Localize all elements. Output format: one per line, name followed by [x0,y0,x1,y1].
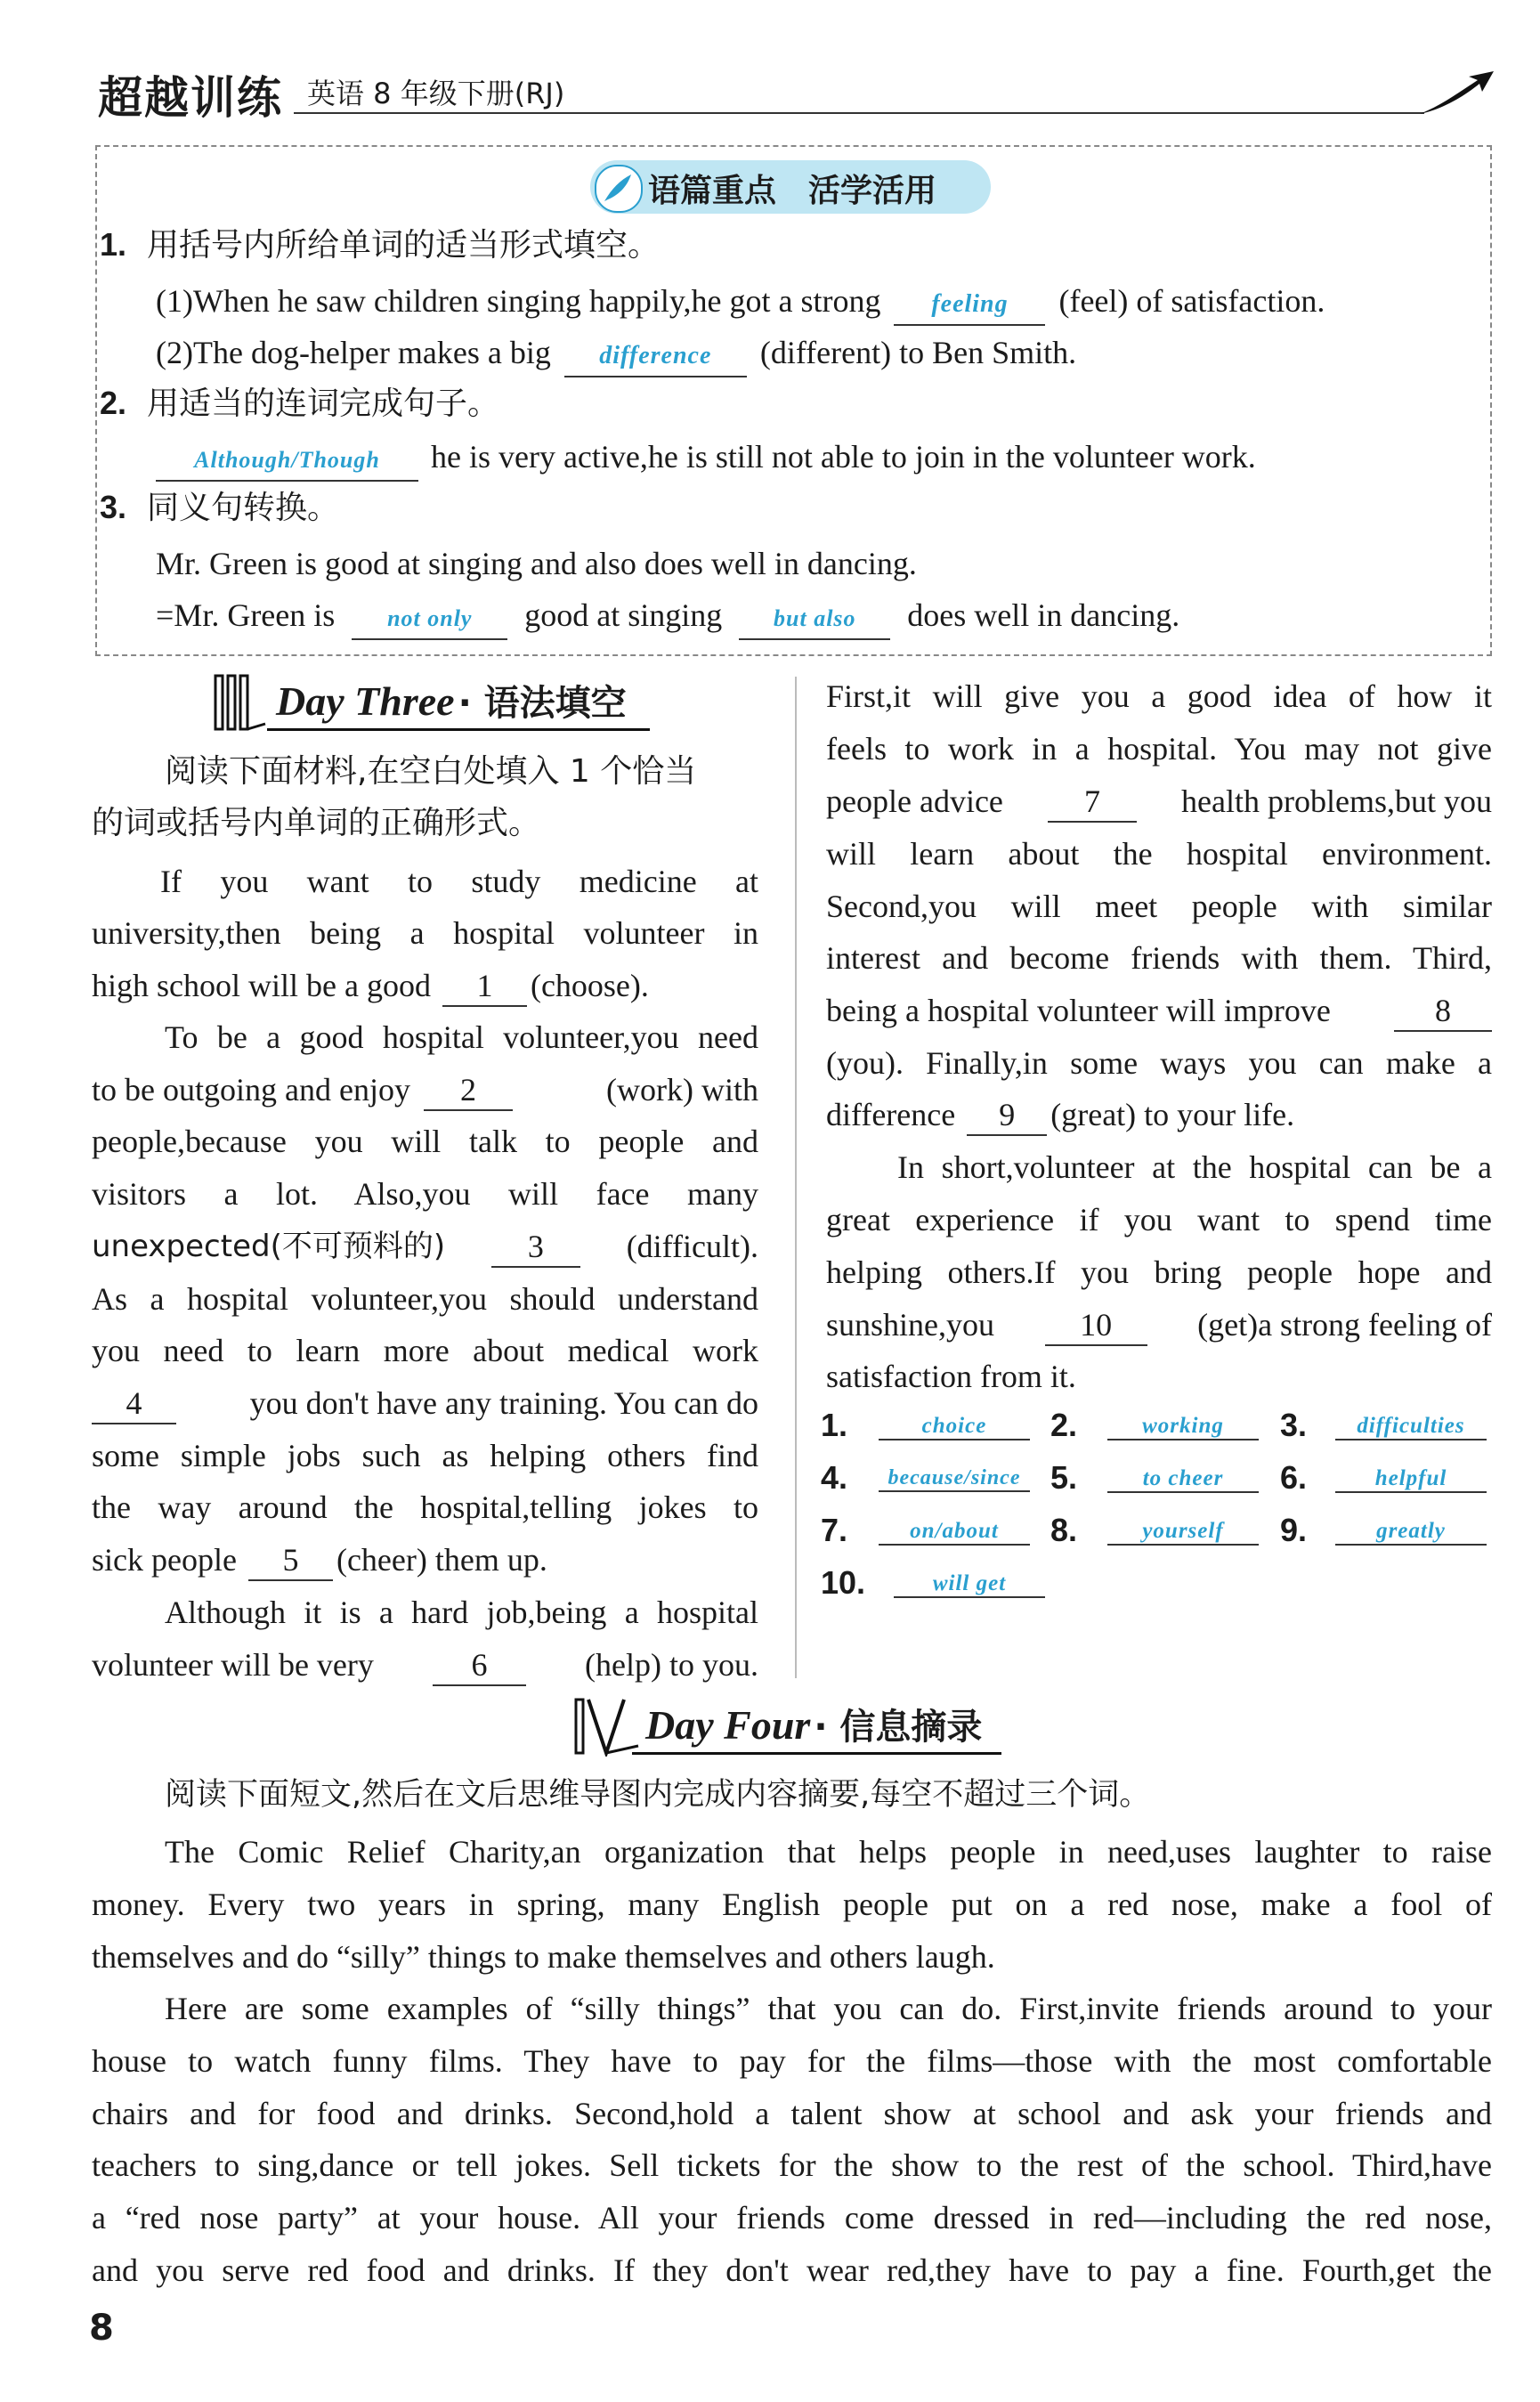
answer: but also [774,605,856,631]
question-number: 1. [100,226,127,263]
question-number: 2. [100,385,127,421]
passage-line: you need to learn more about medical work [92,1333,758,1368]
passage-line: As a hospital volunteer,you should understand [92,1281,758,1317]
answer-item [821,1459,847,1497]
blank-10: 10 [1045,1305,1147,1346]
sentence-text: (1)When he saw children singing happily,he got a strong [156,283,881,319]
blank-4: 4 [92,1384,176,1424]
sentence-text: (2)The dog-helper makes a big [156,335,551,370]
answer-blank [894,1571,1045,1598]
blank-3: 3 [491,1227,580,1268]
question-number: 3. [100,489,127,525]
answer: will get [932,1571,1007,1595]
passage-line: In short,volunteer at the hospital can be a [897,1149,1492,1185]
column-divider [795,677,797,1678]
sentence-text: (different) to Ben Smith. [759,335,1077,370]
passage-line [92,1540,547,1581]
answer-item [821,1512,847,1549]
answer: choice [921,1414,987,1438]
passage-line: satisfaction from it. [826,1359,1076,1394]
answer: on/about [910,1519,999,1543]
passage-line: visitors a lot. Also,you will face many [92,1176,758,1212]
sentence-text: =Mr. Green is [156,597,336,633]
sentence-2 [156,333,1076,377]
answer: difficulties [1357,1414,1465,1438]
title-chinese: · 语法填空 [458,683,627,724]
answer-blank [352,596,507,640]
answer: to cheer [1142,1466,1224,1490]
passage-text: people advice [826,783,1003,819]
passage-line: If you want to study medicine at [160,864,758,899]
answer: working [1142,1414,1224,1438]
passage-line: people,because you will talk to people and [92,1124,758,1159]
answer: because/since [888,1466,1021,1489]
answer: helpful [1374,1466,1447,1490]
sentence-text: does well in dancing. [907,597,1180,633]
passage-text: to be outgoing and enjoy [92,1072,410,1108]
passage-line: a “red nose party” at your house. All your friends come dressed in red—including the red nose, [92,2200,1492,2236]
passage-line [826,991,1492,1032]
passage-text: you don't have any training. You can do [249,1385,758,1421]
passage-text: (get)a strong feeling of [1197,1307,1492,1343]
answer-grid [821,1407,1497,1620]
answer-blank [1335,1519,1487,1546]
passage-text: difference [826,1097,956,1132]
answer-blank [1335,1466,1487,1493]
series-title: 超越训练 [98,72,283,124]
passage-line: Although it is a hard job,being a hospital [165,1595,758,1630]
page-number: 8 [89,2308,114,2349]
passage-line: some simple jobs such as helping others find [92,1438,758,1473]
answer-item [1280,1407,1307,1444]
answer-item [1280,1512,1307,1549]
question-1 [100,225,660,265]
original-sentence: Mr. Green is good at singing and also does well in dancing. [156,546,917,581]
answer-blank [1107,1414,1259,1440]
passage-line: To be a good hospital volunteer,you need [165,1019,758,1055]
passage-line: Here are some examples of “silly things” that you can do. First,invite friends around to your [165,1991,1492,2026]
passage-text: being a hospital volunteer will improve [826,993,1331,1028]
answer: difference [599,342,712,369]
passage-line [92,1645,758,1686]
passage-text: (help) to you. [585,1647,758,1683]
passage-line [92,966,649,1007]
passage-line: The Comic Relief Charity,an organization that helps people in need,uses laughter to raise [165,1834,1492,1870]
instruction: 用适当的连词完成句子。 [147,385,500,422]
passage-line: great experience if you want to spend time [826,1202,1492,1238]
answer-item [1050,1407,1077,1444]
passage-text: volunteer will be very [92,1647,374,1683]
quill-icon [601,171,635,205]
key-points-banner-text: 语篇重点 活学活用 [648,173,937,209]
title-english: Day Four [645,1702,811,1748]
passage-line [826,1095,1294,1136]
answer-number: 7. [821,1512,848,1548]
question-2 [100,384,499,424]
passage-text: (great) to your life. [1050,1097,1295,1132]
answer-item [1050,1512,1077,1549]
passage-line: themselves and do “silly” things to make themselves and others laugh. [92,1939,995,1975]
answer-item [1280,1459,1307,1497]
blank-5: 5 [248,1540,333,1581]
day3-instruction-1: 阅读下面材料,在空白处填入 1 个恰当 [165,753,697,790]
answer: greatly [1376,1519,1446,1543]
book-subtitle: 英语 8 年级下册(RJ) [307,77,565,110]
passage-line [826,1305,1492,1346]
answer-blank [879,1466,1030,1492]
answer-blank [1107,1466,1259,1493]
blank-1: 1 [442,966,527,1007]
rewritten-sentence [156,596,1179,640]
sentence [156,437,1256,482]
day4-instruction: 阅读下面短文,然后在文后思维导图内完成内容摘要,每空不超过三个词。 [165,1777,1151,1813]
answer-blank [879,1519,1030,1546]
passage-line: helping others.If you bring people hope and [826,1254,1492,1290]
passage-text: unexpected(不可预料的) [92,1229,446,1264]
answer-number: 6. [1280,1459,1308,1496]
blank-8: 8 [1394,991,1492,1032]
passage-text: (choose). [530,968,649,1003]
instruction: 同义句转换。 [147,490,340,526]
title-chinese: · 信息摘录 [814,1707,983,1748]
passage-line: chairs and for food and drinks. Second,hold a talent show at school and ask your friends and [92,2096,1492,2131]
passage-line: teachers to sing,dance or tell jokes. Sell tickets for the show to the rest of the school. Third,have [92,2147,1492,2183]
sentence-text: good at singing [524,597,723,633]
answer-number: 8. [1050,1512,1078,1548]
passage-text: health problems,but you [1181,783,1492,819]
answer-item [1050,1459,1077,1497]
passage-line: will learn about the hospital environment. [826,836,1492,872]
day-four-title [645,1699,982,1749]
answer-number: 2. [1050,1407,1078,1443]
answer-blank [739,596,890,640]
answer-number: 10. [821,1564,866,1601]
answer: yourself [1142,1519,1224,1543]
passage-text: sunshine,you [826,1307,994,1343]
answer-number: 4. [821,1459,848,1496]
sentence-text: (feel) of satisfaction. [1058,283,1325,319]
answer-item [821,1407,847,1444]
blank-2: 2 [424,1070,513,1111]
answer-blank [156,437,418,482]
blank-7: 7 [1048,782,1137,823]
title-underline [632,1752,1001,1755]
answer-blank [1107,1519,1259,1546]
title-underline [267,728,650,731]
passage-text: high school will be a good [92,968,431,1003]
day3-instruction-2: 的词或括号内单词的正确形式。 [92,805,541,841]
answer-blank [894,281,1045,326]
passage-line: university,then being a hospital volunteer in [92,915,758,951]
passage-text: (work) with [606,1072,758,1108]
answer: feeling [931,290,1009,318]
arrow-icon [1415,69,1495,118]
passage-line [92,1384,758,1424]
passage-text: (difficult). [626,1229,758,1264]
answer: not only [387,605,473,631]
passage-line: First,it will give you a good idea of how it [826,678,1492,714]
passage-line: money. Every two years in spring, many English people put on a red nose, make a fool of [92,1887,1492,1922]
passage-line [92,1070,758,1111]
answer-blank [564,333,747,377]
passage-line [92,1227,758,1268]
passage-line: the way around the hospital,telling jokes to [92,1489,758,1525]
passage-line [826,782,1492,823]
header-rule [294,112,1424,114]
passage-line: house to watch funny films. They have to pay for the films—those with the most comfortable [92,2043,1492,2079]
passage-line: interest and become friends with them. Third, [826,940,1492,976]
passage-line: (you). Finally,in some ways you can make a [826,1045,1492,1081]
answer-number: 5. [1050,1459,1078,1496]
blank-6: 6 [433,1645,526,1686]
answer-number: 1. [821,1407,848,1443]
day-three-title [276,675,627,726]
answer-blank [879,1414,1030,1440]
roman-four-icon [574,1696,641,1757]
sentence-1 [156,281,1325,326]
roman-three-icon [214,672,267,733]
answer-item [821,1564,865,1602]
sentence-text: he is very active,he is still not able to join in the volunteer work. [431,439,1256,475]
passage-line: and you serve red food and drinks. If they don't wear red,they have to pay a fine. Fourth,get the [92,2252,1492,2288]
passage-text: (cheer) them up. [336,1542,547,1578]
passage-line: feels to work in a hospital. You may not give [826,731,1492,767]
passage-line: Second,you will meet people with similar [826,889,1492,924]
question-3 [100,488,339,528]
blank-9: 9 [967,1095,1047,1136]
instruction: 用括号内所给单词的适当形式填空。 [147,227,661,264]
title-english: Day Three [276,678,455,724]
answer-number: 3. [1280,1407,1308,1443]
answer: Although/Though [194,447,380,473]
passage-text: sick people [92,1542,237,1578]
answer-number: 9. [1280,1512,1308,1548]
answer-blank [1335,1414,1487,1440]
